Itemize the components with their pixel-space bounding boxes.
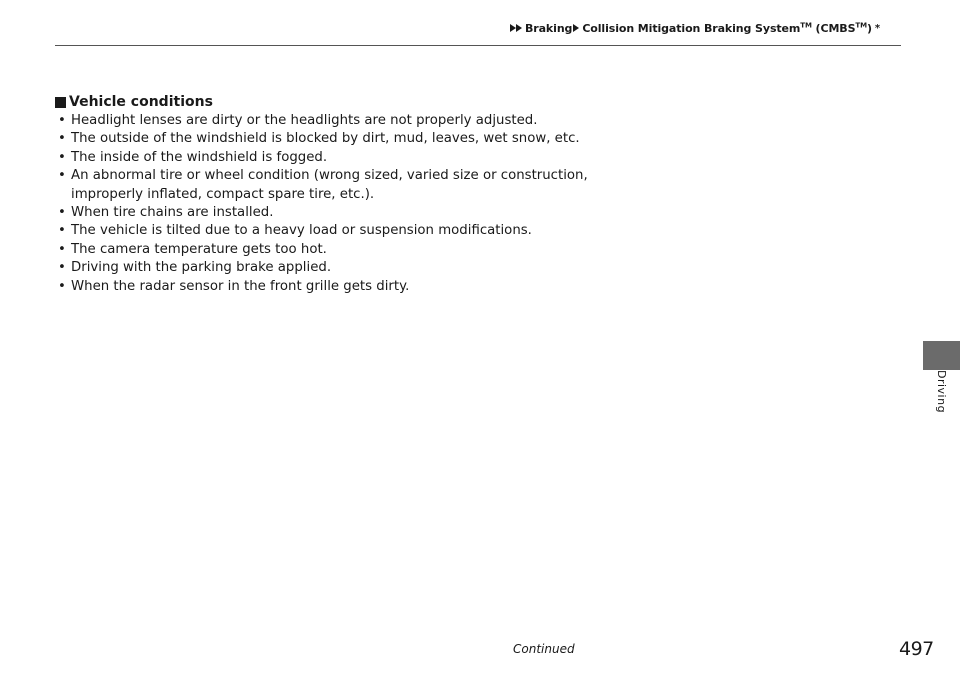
square-bullet-icon — [55, 97, 66, 108]
list-item: • Driving with the parking brake applied. — [58, 260, 332, 276]
section-heading — [55, 93, 615, 111]
list-item: • When tire chains are installed. — [58, 205, 274, 221]
list-item: • The camera temperature gets too hot. — [58, 241, 327, 257]
list-item: • The outside of the windshield is blocked by dirt, mud, leaves, wet snow, etc. — [58, 131, 580, 147]
page-number: 497 — [899, 638, 934, 660]
list-item: • The vehicle is tilted due to a heavy load or suspension modifications. — [58, 223, 532, 239]
continued-label: Continued — [513, 642, 575, 656]
condition-list — [55, 112, 615, 296]
breadcrumb — [510, 20, 880, 36]
main-content — [55, 93, 615, 296]
list-item: • The inside of the windshield is fogged. — [58, 149, 328, 165]
breadcrumb-cmbs[interactable]: Collision Mitigation Braking System™ (CMBS™) — [582, 20, 872, 35]
list-item: • When the radar sensor in the front grille gets dirty. — [58, 278, 410, 294]
arrow-right-icon — [516, 24, 522, 32]
chapter-tab — [923, 341, 960, 370]
chapter-label: Driving — [935, 370, 948, 414]
arrow-right-icon — [573, 24, 579, 32]
asterisk-mark: * — [874, 22, 881, 34]
header-divider — [55, 45, 901, 46]
section-title: Vehicle conditions — [69, 94, 213, 110]
list-item: • An abnormal tire or wheel condition (wrong sized, varied size or construction, improperly inflated, compact spare tire, etc.). — [58, 168, 588, 202]
list-item: • Headlight lenses are dirty or the headlights are not properly adjusted. — [58, 113, 538, 128]
breadcrumb-braking[interactable]: Braking — [525, 21, 573, 35]
